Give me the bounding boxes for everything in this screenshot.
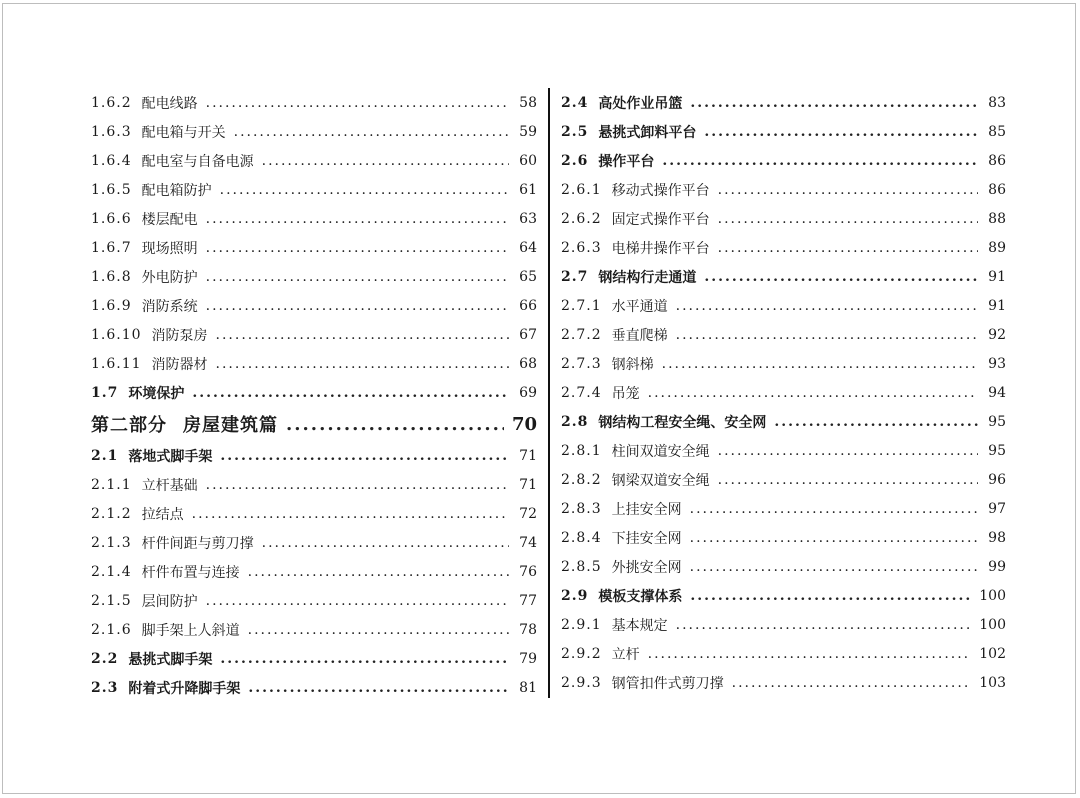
toc-entry-page-number: 71: [519, 447, 537, 464]
toc-entry-title: 上挂安全网: [611, 501, 682, 518]
toc-entry[interactable]: [561, 320, 1006, 349]
toc-entry[interactable]: [91, 528, 537, 557]
toc-entry-page-number: 64: [519, 239, 537, 256]
toc-entry[interactable]: [561, 523, 1006, 552]
toc-entry-page-number: 88: [988, 210, 1006, 227]
toc-entry-title: 钢梁双道安全绳: [611, 472, 710, 489]
dot-leader: [690, 559, 978, 575]
toc-entry-number: 2.6.2: [561, 210, 602, 227]
dot-leader: [704, 124, 978, 140]
toc-entry-title: 操作平台: [598, 153, 655, 170]
toc-entry-page-number: 72: [519, 505, 537, 522]
toc-entry-title: 楼层配电: [141, 211, 198, 228]
toc-entry-number: 1.6.7: [91, 239, 132, 256]
toc-entry-page-number: 86: [988, 181, 1006, 198]
toc-entry-page-number: 68: [519, 355, 537, 372]
toc-entry-number: 2.7.3: [561, 355, 602, 372]
toc-entry-page-number: 76: [519, 563, 537, 580]
toc-entry-page-number: 61: [519, 181, 537, 198]
toc-entry-number: 2.8.4: [561, 529, 602, 546]
dot-leader: [262, 153, 509, 169]
toc-entry-number: 2.5: [561, 123, 589, 140]
toc-entry-number: 第二部分: [91, 415, 167, 436]
toc-entry[interactable]: [91, 117, 537, 146]
toc-entry-page-number: 102: [979, 645, 1006, 662]
dot-leader: [192, 385, 509, 401]
toc-entry-page-number: 78: [519, 621, 537, 638]
toc-entry-number: 2.8.2: [561, 471, 602, 488]
toc-entry-title: 吊笼: [611, 385, 640, 402]
toc-entry-number: 1.7: [91, 384, 119, 401]
toc-entry-page-number: 100: [979, 616, 1006, 633]
toc-entry[interactable]: [91, 586, 537, 615]
dot-leader: [676, 617, 972, 633]
toc-entry-title: 钢管扣件式剪刀撑: [611, 675, 724, 692]
toc-entry-number: 1.6.6: [91, 210, 132, 227]
toc-entry-page-number: 86: [988, 152, 1006, 169]
toc-entry-page-number: 66: [519, 297, 537, 314]
toc-entry[interactable]: [561, 668, 1006, 697]
toc-entry[interactable]: [561, 552, 1006, 581]
toc-entry-title: 配电箱防护: [141, 182, 212, 199]
toc-entry-page-number: 81: [519, 679, 537, 696]
toc-entry[interactable]: [91, 499, 537, 528]
dot-leader: [248, 680, 509, 696]
toc-entry[interactable]: [561, 639, 1006, 668]
toc-entry-number: 1.6.3: [91, 123, 132, 140]
toc-entry-number: 2.3: [91, 679, 119, 696]
toc-entry-title: 高处作业吊篮: [598, 95, 683, 112]
toc-entry-page-number: 89: [988, 239, 1006, 256]
dot-leader: [206, 211, 509, 227]
toc-entry-title: 基本规定: [611, 617, 668, 634]
toc-entry-number: 2.8: [561, 413, 589, 430]
toc-entry-page-number: 93: [988, 355, 1006, 372]
toc-entry-number: 1.6.9: [91, 297, 132, 314]
toc-entry-page-number: 71: [519, 476, 537, 493]
dot-leader: [286, 414, 504, 435]
toc-entry[interactable]: [561, 291, 1006, 320]
toc-entry-number: 2.9.3: [561, 674, 602, 691]
toc-entry-title: 下挂安全网: [611, 530, 682, 547]
toc-entry[interactable]: [91, 291, 537, 320]
toc-entry-title: 立杆基础: [141, 477, 198, 494]
dot-leader: [662, 153, 978, 169]
dot-leader: [648, 646, 972, 662]
dot-leader: [732, 675, 972, 691]
toc-entry[interactable]: [561, 610, 1006, 639]
dot-leader: [220, 182, 509, 198]
toc-entry[interactable]: [91, 88, 537, 117]
toc-entry-title: 现场照明: [141, 240, 198, 257]
dot-leader: [690, 530, 978, 546]
dot-leader: [206, 240, 509, 256]
toc-entry-title: 配电线路: [141, 95, 198, 112]
dot-leader: [718, 182, 978, 198]
toc-entry[interactable]: [561, 175, 1006, 204]
dot-leader: [718, 472, 978, 488]
toc-entry-title: 消防泵房: [151, 327, 208, 344]
toc-entry[interactable]: [91, 146, 537, 175]
toc-entry-number: 2.1: [91, 447, 119, 464]
toc-entry-page-number: 100: [979, 587, 1006, 604]
toc-entry-title: 外电防护: [141, 269, 198, 286]
toc-entry-title: 悬挑式卸料平台: [598, 124, 697, 141]
toc-entry-page-number: 99: [988, 558, 1006, 575]
toc-entry-page-number: 65: [519, 268, 537, 285]
toc-entry[interactable]: [91, 557, 537, 586]
toc-entry-title: 拉结点: [141, 506, 184, 523]
toc-entry-page-number: 67: [519, 326, 537, 343]
toc-entry-page-number: 95: [988, 413, 1006, 430]
toc-entry-page-number: 85: [988, 123, 1006, 140]
dot-leader: [192, 506, 509, 522]
toc-entry[interactable]: [91, 673, 537, 702]
toc-entry[interactable]: [561, 88, 1006, 117]
toc-entry-page-number: 91: [988, 268, 1006, 285]
toc-entry-page-number: 95: [988, 442, 1006, 459]
dot-leader: [234, 124, 509, 140]
toc-entry-number: 1.6.4: [91, 152, 132, 169]
toc-entry-number: 2.1.1: [91, 476, 132, 493]
toc-entry[interactable]: [91, 349, 537, 378]
toc-entry[interactable]: [561, 378, 1006, 407]
dot-leader: [206, 593, 509, 609]
toc-entry-number: 1.6.8: [91, 268, 132, 285]
toc-entry-title: 配电箱与开关: [141, 124, 226, 141]
toc-entry-page-number: 74: [519, 534, 537, 551]
toc-entry-title: 电梯井操作平台: [611, 240, 710, 257]
toc-entry-page-number: 59: [519, 123, 537, 140]
toc-entry-page-number: 69: [519, 384, 537, 401]
column-divider: [548, 88, 550, 698]
toc-entry-number: 2.1.6: [91, 621, 132, 638]
toc-entry-title: 附着式升降脚手架: [128, 680, 241, 697]
toc-entry-title: 消防系统: [141, 298, 198, 315]
dot-leader: [206, 477, 509, 493]
dot-leader: [216, 356, 509, 372]
toc-entry[interactable]: [91, 615, 537, 644]
toc-entry-title: 外挑安全网: [611, 559, 682, 576]
toc-entry-number: 2.6.3: [561, 239, 602, 256]
toc-entry[interactable]: [91, 470, 537, 499]
toc-entry[interactable]: [561, 204, 1006, 233]
toc-entry-title: 层间防护: [141, 593, 198, 610]
toc-entry-page-number: 79: [519, 650, 537, 667]
toc-entry-number: 2.9: [561, 587, 589, 604]
dot-leader: [690, 588, 971, 604]
toc-entry[interactable]: [91, 644, 537, 673]
toc-entry-page-number: 96: [988, 471, 1006, 488]
toc-entry-number: 1.6.5: [91, 181, 132, 198]
dot-leader: [662, 356, 978, 372]
toc-entry-number: 2.8.3: [561, 500, 602, 517]
dot-leader: [262, 535, 509, 551]
toc-entry-title: 钢结构工程安全绳、安全网: [598, 414, 767, 431]
toc-entry[interactable]: [561, 349, 1006, 378]
toc-entry-page-number: 70: [511, 413, 537, 435]
dot-leader: [676, 327, 978, 343]
toc-entry[interactable]: [91, 407, 537, 441]
toc-entry[interactable]: [91, 262, 537, 291]
toc-entry[interactable]: [561, 465, 1006, 494]
toc-entry-number: 2.7.1: [561, 297, 602, 314]
toc-entry-title: 悬挑式脚手架: [128, 651, 213, 668]
toc-entry-number: 2.1.3: [91, 534, 132, 551]
toc-entry[interactable]: [561, 233, 1006, 262]
dot-leader: [676, 298, 978, 314]
toc-entry-page-number: 92: [988, 326, 1006, 343]
toc-entry-title: 落地式脚手架: [128, 448, 213, 465]
toc-entry-title: 杆件布置与连接: [141, 564, 240, 581]
toc-entry-title: 房屋建筑篇: [183, 415, 278, 436]
toc-entry-number: 2.1.5: [91, 592, 132, 609]
toc-entry-page-number: 60: [519, 152, 537, 169]
toc-entry[interactable]: [561, 581, 1006, 610]
dot-leader: [206, 269, 509, 285]
dot-leader: [690, 95, 978, 111]
toc-entry-title: 杆件间距与剪刀撑: [141, 535, 254, 552]
toc-entry-page-number: 94: [988, 384, 1006, 401]
toc-entry[interactable]: [91, 175, 537, 204]
toc-entry-title: 环境保护: [128, 385, 185, 402]
toc-entry-number: 1.6.11: [91, 355, 142, 372]
toc-entry-number: 2.8.1: [561, 442, 602, 459]
toc-entry-title: 柱间双道安全绳: [611, 443, 710, 460]
toc-entry-title: 钢斜梯: [611, 356, 654, 373]
toc-entry-number: 2.1.4: [91, 563, 132, 580]
toc-entry[interactable]: [91, 233, 537, 262]
toc-entry[interactable]: [91, 320, 537, 349]
dot-leader: [718, 443, 978, 459]
dot-leader: [648, 385, 978, 401]
toc-entry-title: 模板支撑体系: [598, 588, 683, 605]
toc-right-column: [561, 88, 1006, 697]
toc-entry-number: 2.2: [91, 650, 119, 667]
toc-entry-number: 2.4: [561, 94, 589, 111]
toc-entry-number: 2.9.1: [561, 616, 602, 633]
toc-entry-number: 1.6.2: [91, 94, 132, 111]
toc-entry-number: 2.6.1: [561, 181, 602, 198]
toc-entry-title: 消防器材: [151, 356, 208, 373]
toc-entry-page-number: 63: [519, 210, 537, 227]
toc-entry-title: 垂直爬梯: [611, 327, 668, 344]
toc-entry-page-number: 91: [988, 297, 1006, 314]
toc-entry-number: 2.6: [561, 152, 589, 169]
toc-entry[interactable]: [561, 436, 1006, 465]
toc-entry-title: 脚手架上人斜道: [141, 622, 240, 639]
dot-leader: [718, 240, 978, 256]
toc-entry[interactable]: [561, 407, 1006, 436]
toc-entry-number: 2.7.2: [561, 326, 602, 343]
dot-leader: [220, 651, 509, 667]
toc-entry-number: 2.1.2: [91, 505, 132, 522]
toc-entry[interactable]: [561, 117, 1006, 146]
dot-leader: [206, 298, 509, 314]
toc-entry-number: 2.7: [561, 268, 589, 285]
dot-leader: [248, 564, 509, 580]
toc-entry-number: 2.8.5: [561, 558, 602, 575]
toc-entry-page-number: 83: [988, 94, 1006, 111]
toc-entry[interactable]: [91, 441, 537, 470]
toc-entry-title: 配电室与自备电源: [141, 153, 254, 170]
dot-leader: [704, 269, 978, 285]
dot-leader: [220, 448, 509, 464]
toc-left-column: [91, 88, 537, 702]
toc-entry[interactable]: [561, 262, 1006, 291]
dot-leader: [774, 414, 978, 430]
toc-entry[interactable]: [561, 494, 1006, 523]
toc-entry-page-number: 103: [979, 674, 1006, 691]
toc-entry-page-number: 58: [519, 94, 537, 111]
toc-entry[interactable]: [91, 378, 537, 407]
toc-entry[interactable]: [561, 146, 1006, 175]
toc-entry[interactable]: [91, 204, 537, 233]
toc-entry-title: 钢结构行走通道: [598, 269, 697, 286]
toc-entry-title: 水平通道: [611, 298, 668, 315]
dot-leader: [206, 95, 509, 111]
toc-entry-title: 移动式操作平台: [611, 182, 710, 199]
toc-entry-page-number: 97: [988, 500, 1006, 517]
dot-leader: [216, 327, 509, 343]
toc-entry-number: 2.9.2: [561, 645, 602, 662]
toc-entry-number: 1.6.10: [91, 326, 142, 343]
dot-leader: [718, 211, 978, 227]
toc-entry-title: 立杆: [611, 646, 640, 663]
toc-entry-page-number: 98: [988, 529, 1006, 546]
dot-leader: [690, 501, 978, 517]
toc-entry-title: 固定式操作平台: [611, 211, 710, 228]
toc-entry-number: 2.7.4: [561, 384, 602, 401]
dot-leader: [248, 622, 509, 638]
toc-entry-page-number: 77: [519, 592, 537, 609]
